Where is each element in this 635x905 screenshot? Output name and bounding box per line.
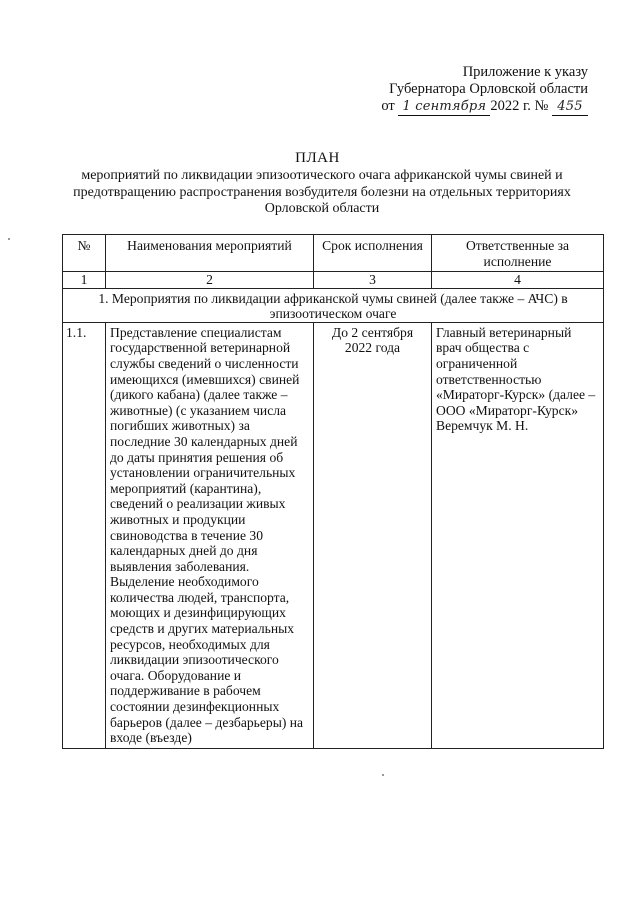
header-name: Наименования мероприятий — [106, 235, 314, 272]
header-num: № — [63, 235, 106, 272]
row-activity: Представление специалистам государственной ветеринарной службы сведений о численности имеющихся (имевшихся) свиней (дикого кабана) (далее также – животные) (с указанием числа погибших животных) за последние 30 календарных дней до даты принятия решения об установлении ограничительных мероприятий (карантина), сведений о реализации живых животных и продукции свиноводства в течение 30 календарных дней до дня выявления заболевания. Выделение необходимого количества людей, транспорта, моющих и дезинфицирующих средств и других материальных ресурсов, необходимых для ликвидации эпизоотического очага. Оборудование и поддерживание в рабочем состоянии дезинфекционных барьеров (далее – дезбарьеры) на входе (въезде) — [106, 322, 314, 748]
plan-title: ПЛАН — [295, 150, 340, 166]
plan-subtitle: мероприятий по ликвидации эпизоотического очага африканской чумы свиней и предотвращению распространения возбудителя болезни на отдельных территориях Орловской области — [73, 168, 571, 216]
appendix-line-1: Приложение к указу — [462, 64, 588, 80]
column-index-row — [63, 272, 604, 289]
row-number: 1.1. — [63, 322, 106, 748]
row-responsible: Главный ветеринарный врач общества с ограниченной ответственностью «Мираторг-Курск» (далее – ООО «Мираторг-Курск» Веремчук М. Н. — [432, 322, 604, 748]
section-title: 1. Мероприятия по ликвидации африканской чумы свиней (далее также – АЧС) в эпизоотическом очаге — [63, 288, 604, 322]
column-index: 2 — [106, 272, 314, 289]
handwritten-date: 1 сентября — [398, 98, 490, 116]
header-responsible: Ответственные за исполнение — [432, 235, 604, 272]
scan-speck — [8, 238, 10, 240]
appendix-year-suffix: 2022 г. № — [490, 98, 549, 114]
header-deadline: Срок исполнения — [314, 235, 432, 272]
table-header-row — [63, 235, 604, 272]
table-row — [63, 322, 604, 748]
handwritten-number: 455 — [552, 98, 588, 116]
plan-table — [62, 234, 604, 749]
appendix-prefix: от — [381, 98, 395, 114]
appendix-line-2: Губернатора Орловской области — [389, 81, 588, 97]
column-index: 3 — [314, 272, 432, 289]
column-index: 1 — [63, 272, 106, 289]
row-deadline: До 2 сентября 2022 года — [314, 322, 432, 748]
section-row — [63, 288, 604, 322]
column-index: 4 — [432, 272, 604, 289]
appendix-block — [381, 64, 588, 116]
appendix-line-3 — [381, 98, 588, 116]
scan-speck — [382, 774, 384, 776]
